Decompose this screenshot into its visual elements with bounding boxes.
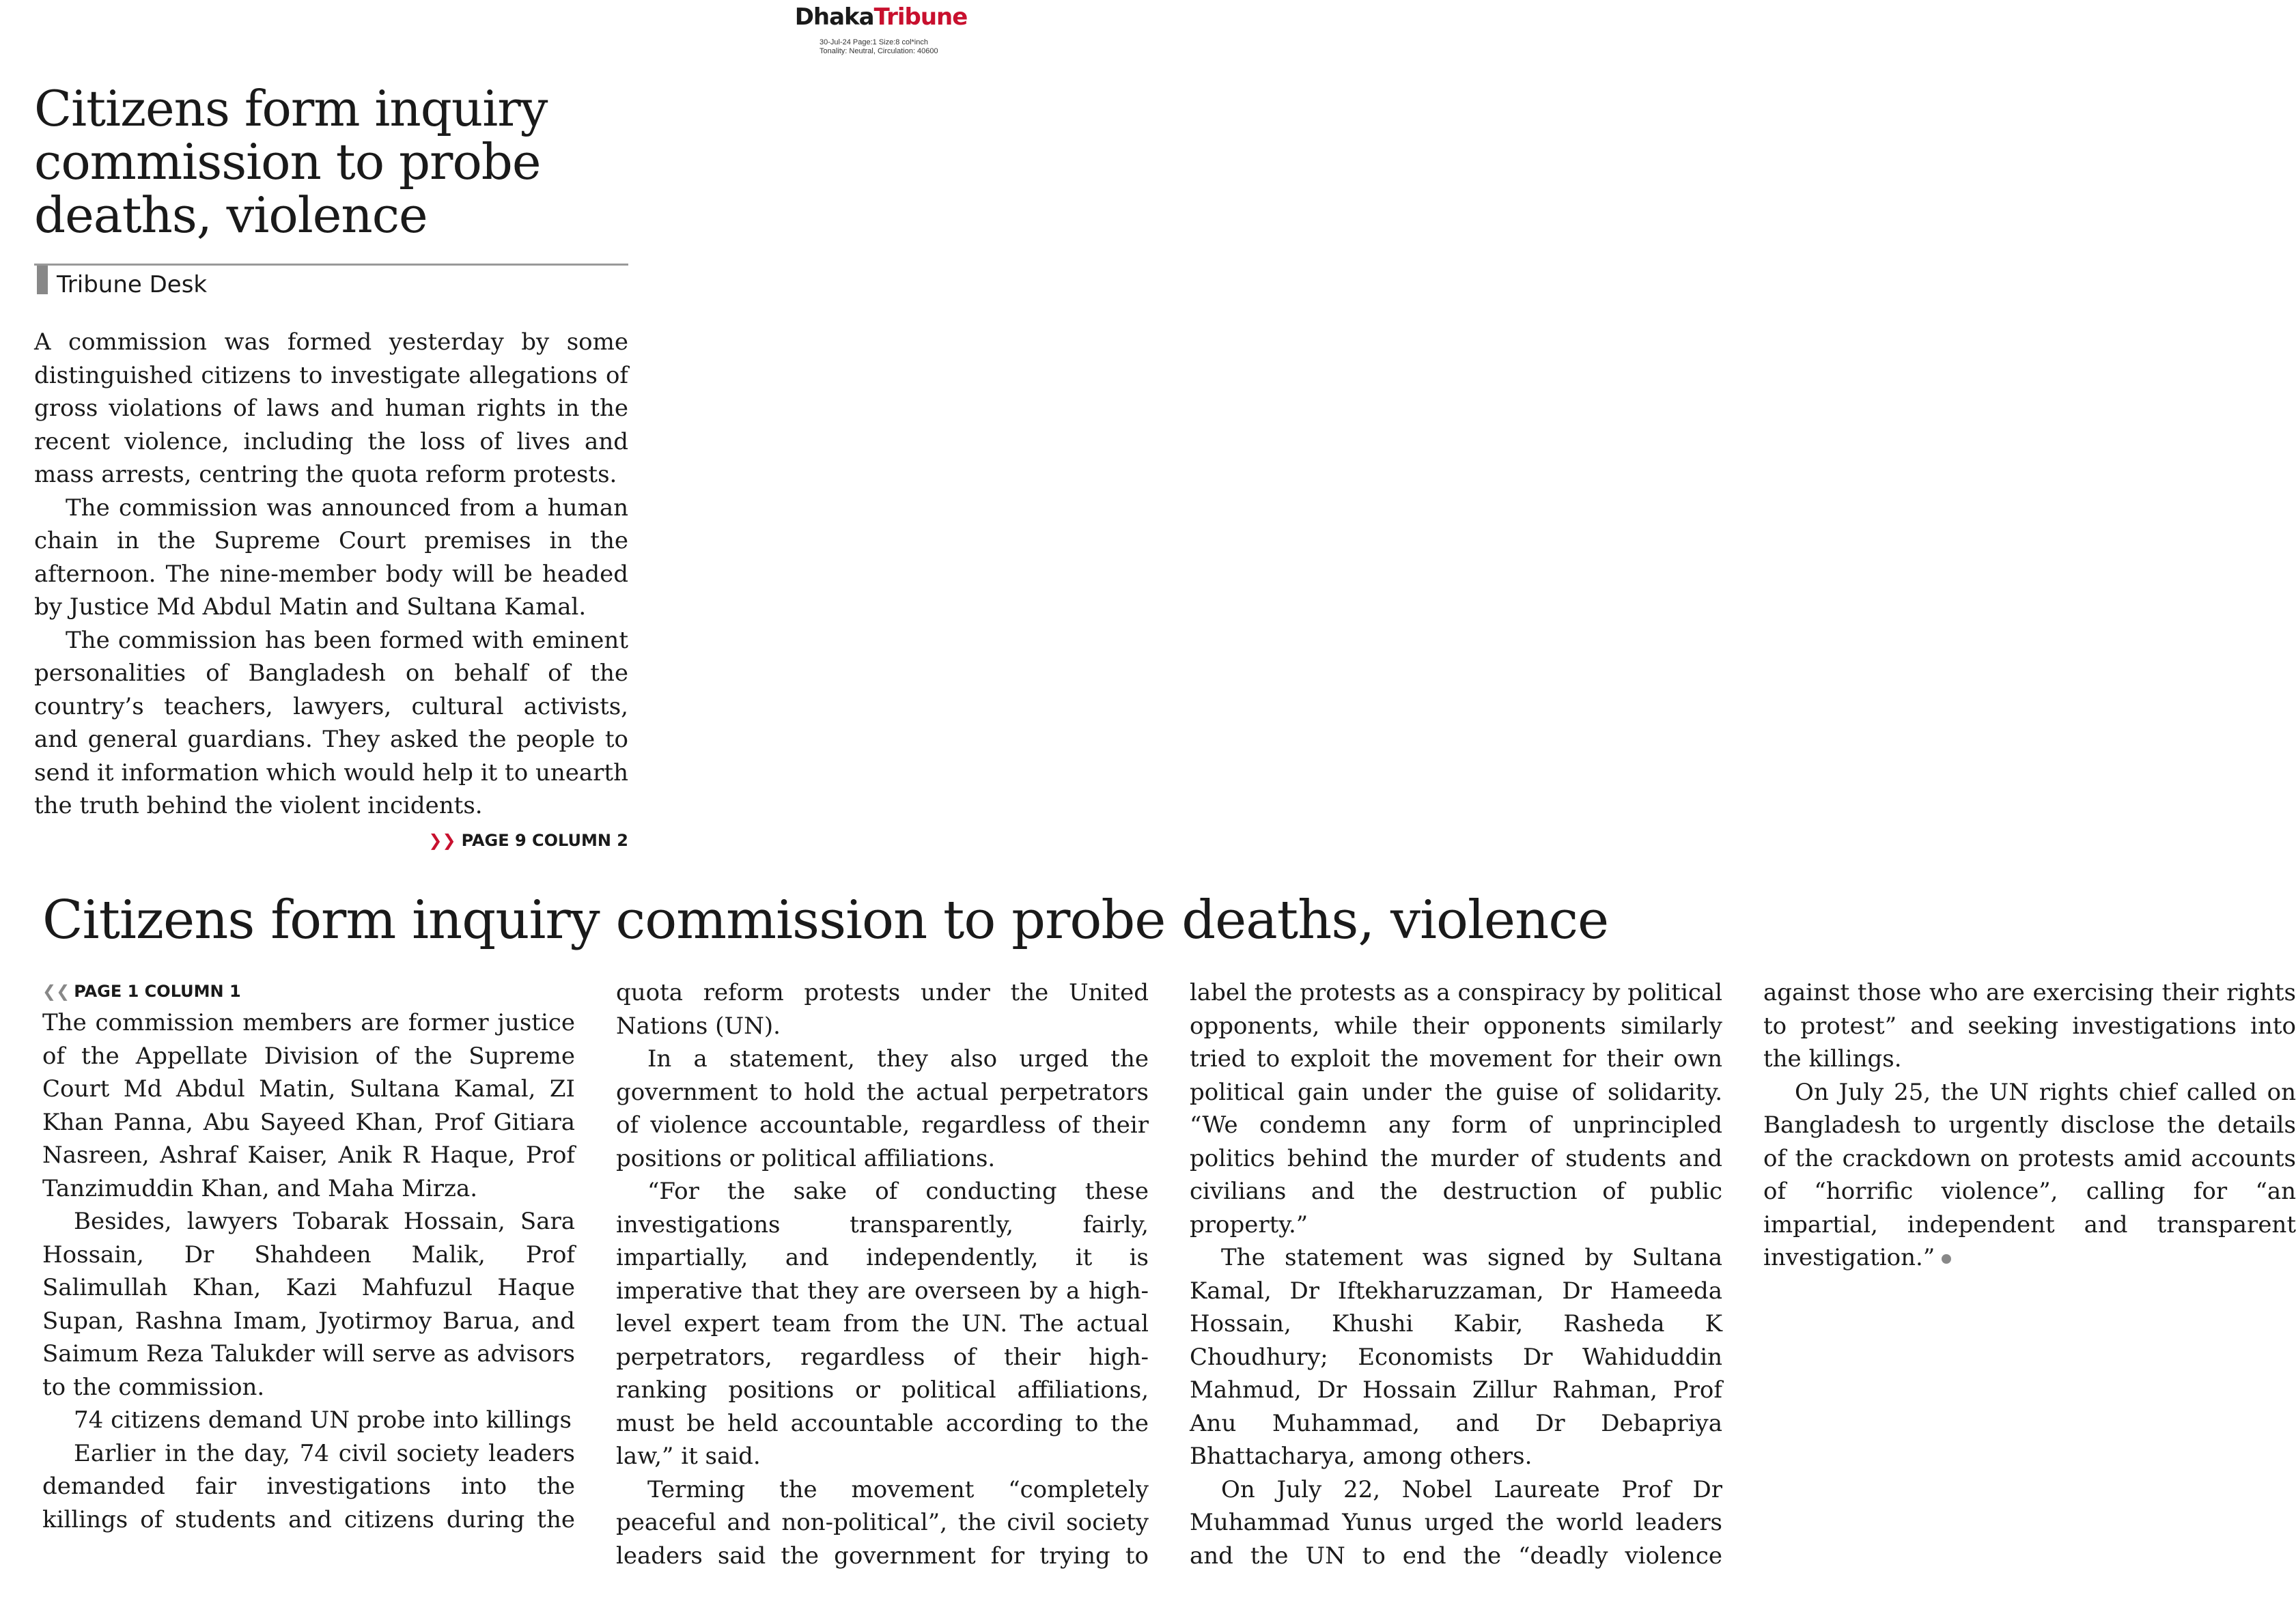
clipping-meta-tonality: Tonality: Neutral, Circulation: 40600 xyxy=(820,47,938,55)
clipping-meta-date-size: 30-Jul-24 Page:1 Size:8 col*inch xyxy=(820,38,928,46)
story-paragraph: The commission members are former justice of the Appellate Division of the Supreme Court Md Abdul Matin, Sultana Kamal, ZI Khan Panna, Abu Sayeed Khan, Prof Gitiara Nasreen, Ashraf Kaiser, Anik R Haque, Prof Tanzimuddin Khan, and Maha Mirza. xyxy=(42,1009,575,1202)
double-chevron-left-icon: ❮❮ xyxy=(42,982,70,1001)
end-mark-icon xyxy=(1942,1254,1951,1264)
newspaper-logo xyxy=(751,3,1011,31)
teaser-paragraph: The commission was announced from a human chain in the Supreme Court premises in the afternoon. The nine-member body will be headed by Justice Md Abdul Matin and Sultana Kamal. xyxy=(34,494,628,621)
story-paragraph: “For the sake of conducting these investigations transparently, fairly, impartially, and independently, it is imperative that they are overseen by a high-level expert team from the UN. The actual perpetrators, regardless of their high-ranking positions or political affiliations, must be held accountable according to the law,” it said. xyxy=(616,1178,1149,1470)
story-paragraph: Earlier in the day, 74 civil society leaders demanded fair investigations into the killings of students and citizens during the quota reform protests under the United Nations (UN). xyxy=(42,979,1149,1533)
teaser-paragraph: A commission was formed yesterday by some distinguished citizens to investigate allegations of gross violations of laws and human rights in the recent violence, including the loss of lives and mass arrests, centring the quota reform protests. xyxy=(34,328,628,488)
masthead xyxy=(751,3,1011,56)
byline-rule xyxy=(34,264,628,298)
teaser-paragraph: The commission has been formed with eminent personalities of Bangladesh on behalf of the country’s teachers, lawyers, cultural activists, and general guardians. They asked the people to send it information which would help it to unearth the truth behind the violent incidents. xyxy=(34,626,628,819)
double-chevron-right-icon: ❯❯ xyxy=(428,830,456,850)
teaser-headline: Citizens form inquiry commission to probe deaths, violence xyxy=(34,80,548,244)
jump-reference xyxy=(34,827,628,854)
story-paragraph: The statement was signed by Sultana Kamal, Dr Iftekharuzzaman, Dr Hameeda Hossain, Khushi Kabir, Rasheda K Choudhury; Economists Dr Wahiduddin Mahmud, Dr Hossain Zillur Rahman, Prof Anu Muhammad, and Dr Debapriya Bhattacharya, among others. xyxy=(1190,1244,1722,1470)
jump-label: PAGE 9 COLUMN 2 xyxy=(461,830,628,850)
jump-back-label: PAGE 1 COLUMN 1 xyxy=(74,982,241,1001)
story-paragraph: In a statement, they also urged the government to hold the actual perpetrators of violence accountable, regardless of their positions or political affiliations. xyxy=(616,1045,1149,1172)
logo-tribune: Tribune xyxy=(873,3,968,31)
story-body xyxy=(42,976,2296,1577)
story-paragraph-last xyxy=(1763,1076,2296,1275)
byline: Tribune Desk xyxy=(57,271,208,298)
logo-dhaka: Dhaka xyxy=(794,3,874,31)
story-paragraph: Besides, lawyers Tobarak Hossain, Sara Hossain, Dr Shahdeen Malik, Prof Salimullah Khan, Kazi Mahfuzul Haque Supan, Rashna Imam, Jyotirmoy Barua, and Saimum Reza Talukder will serve as advisors to the commission. xyxy=(42,1208,575,1401)
clipping-meta xyxy=(751,38,1011,56)
jump-back-reference xyxy=(42,976,575,1006)
story-paragraph: On July 22, Nobel Laureate Prof Dr Muhammad Yunus urged the world leaders and the UN to end the “deadly violence against those who are exercising their rights to protest” and seeking investigations into the killings. xyxy=(1190,979,2296,1570)
byline-bar xyxy=(37,266,48,294)
teaser-body xyxy=(34,326,628,823)
story-headline: Citizens form inquiry commission to probe deaths, violence xyxy=(42,890,1609,951)
story-last-text: On July 25, the UN rights chief called on Bangladesh to urgently disclose the details of the crackdown on protests amid accounts of “horrific violence”, calling for “an impartial, independent and transparent investigation.” xyxy=(1763,1078,2296,1271)
story-subhead: 74 citizens demand UN probe into killings xyxy=(74,1406,572,1434)
story-paragraph: Terming the movement “completely peaceful and non-political”, the civil society leaders said the government for trying to label the protests as a conspiracy by political opponents, while their opponents similarly tried to exploit the movement for their own political gain under the guise of solidarity. “We condemn any form of unprincipled politics behind the murder of students and civilians and the destruction of public property.” xyxy=(616,979,1723,1570)
front-page-teaser xyxy=(34,82,628,854)
